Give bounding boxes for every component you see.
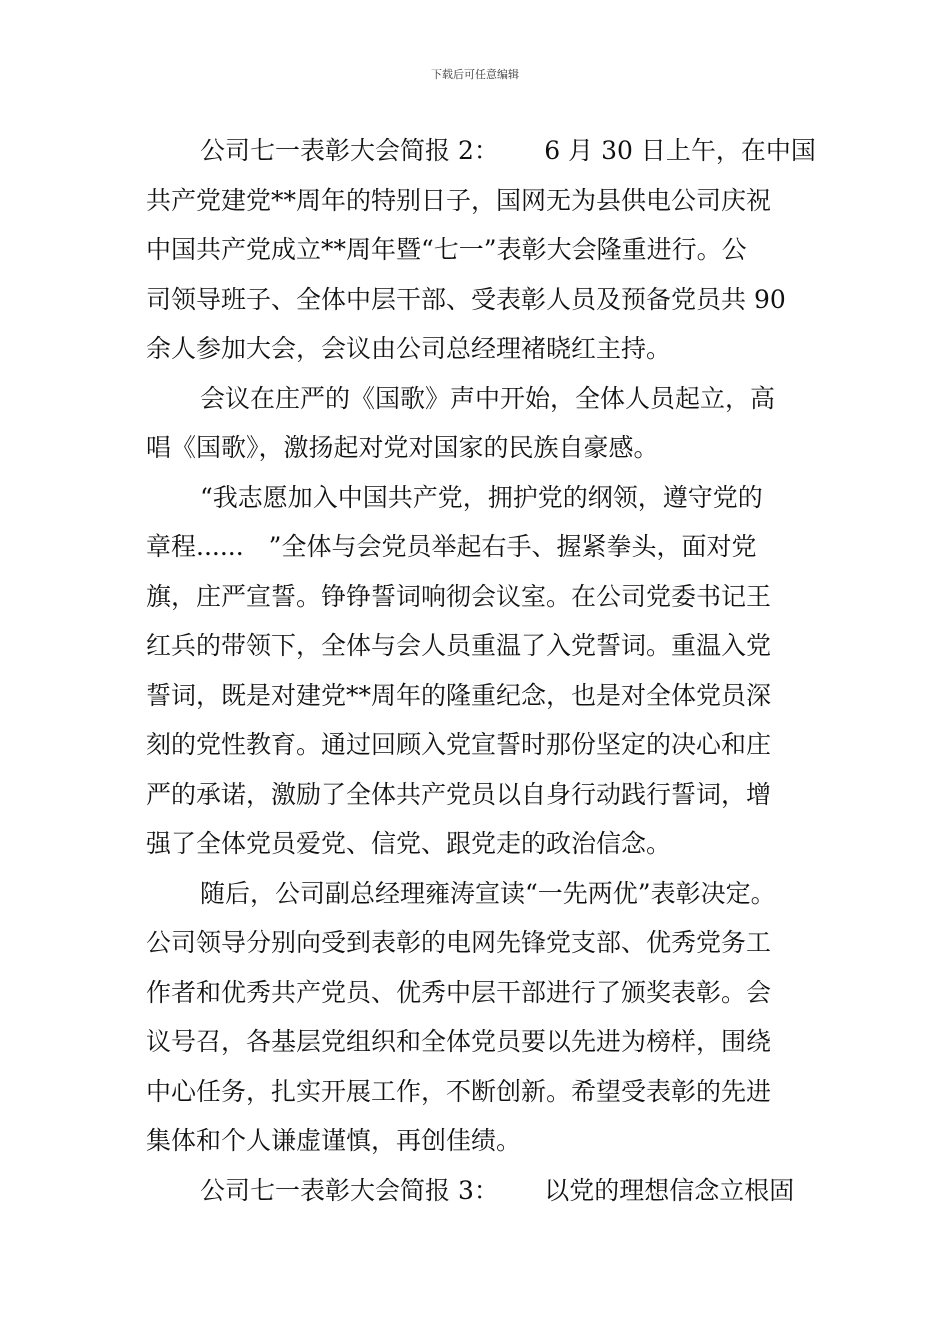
text-line: 随后，公司副总经理雍涛宣读“一先两优”表彰决定。 bbox=[200, 878, 776, 908]
paragraph-1 bbox=[146, 126, 816, 374]
document-body bbox=[146, 126, 816, 1215]
paragraph-3 bbox=[146, 473, 811, 869]
text-line: 余人参加大会，会议由公司总经理褚晓红主持。 bbox=[146, 334, 672, 363]
text-line: 司领导班子、全体中层干部、受表彰人员及预备党员共 90 bbox=[146, 284, 786, 314]
header-note: 下载后可任意编辑 bbox=[431, 68, 519, 81]
text-line: 誓词，既是对建党**周年的隆重纪念，也是对全体党员深 bbox=[146, 680, 772, 710]
text-line: 章程...... ”全体与会党员举起右手、握紧拳头，面对党 bbox=[146, 532, 757, 561]
text-line: 刻的党性教育。通过回顾入党宣誓时那份坚定的决心和庄 bbox=[146, 730, 772, 759]
text-line: 集体和个人谦虚谨慎，再创佳绩。 bbox=[146, 1126, 522, 1155]
paragraph-4 bbox=[146, 869, 811, 1166]
text-line: 强了全体党员爱党、信党、跟党走的政治信念。 bbox=[146, 829, 672, 858]
text-line: 严的承诺，激励了全体共产党员以自身行动践行誓词，增 bbox=[146, 779, 772, 809]
text-line: 中心任务，扎实开展工作，不断创新。希望受表彰的先进 bbox=[146, 1076, 772, 1106]
text-line: 公司七一表彰大会简报 2： 6 月 30 日上午，在中国 bbox=[200, 136, 816, 165]
paragraph-2 bbox=[146, 374, 811, 473]
text-line: 公司七一表彰大会简报 3： 以党的理想信念立根固 bbox=[200, 1175, 795, 1205]
text-line: 中国共产党成立**周年暨“七一”表彰大会隆重进行。公 bbox=[146, 235, 747, 264]
text-line: 旗，庄严宣誓。铮铮誓词响彻会议室。在公司党委书记王 bbox=[146, 581, 772, 611]
text-line: “我志愿加入中国共产党，拥护党的纲领，遵守党的 bbox=[200, 482, 763, 512]
text-line: 共产党建党**周年的特别日子，国网无为县供电公司庆祝 bbox=[146, 185, 772, 215]
text-line: 红兵的带领下，全体与会人员重温了入党誓词。重温入党 bbox=[146, 631, 772, 660]
text-line: 议号召，各基层党组织和全体党员要以先进为榜样，围绕 bbox=[146, 1027, 772, 1056]
text-line: 会议在庄严的《国歌》声中开始，全体人员起立，高 bbox=[200, 383, 776, 413]
paragraph-5 bbox=[146, 1166, 811, 1216]
text-line: 作者和优秀共产党员、优秀中层干部进行了颁奖表彰。会 bbox=[146, 977, 772, 1007]
text-line: 唱《国歌》，激扬起对党对国家的民族自豪感。 bbox=[146, 433, 659, 462]
text-line: 公司领导分别向受到表彰的电网先锋党支部、优秀党务工 bbox=[146, 928, 772, 957]
